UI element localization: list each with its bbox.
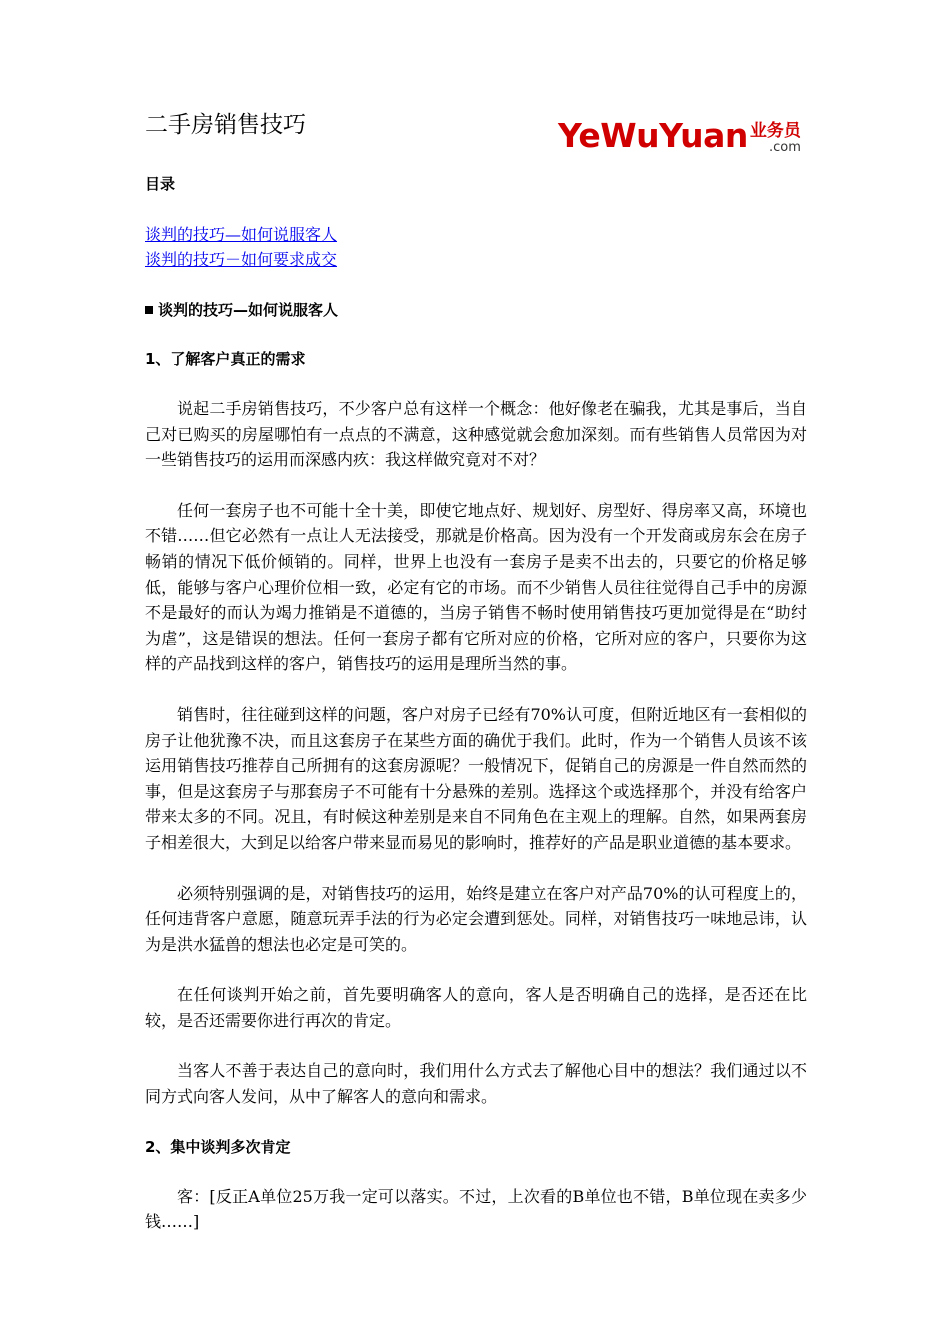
paragraph: 任何一套房子也不可能十全十美，即使它地点好、规划好、房型好、得房率又高，环境也不错……但它必然有一点让人无法接受，那就是价格高。因为没有一个开发商或房东会在房子畅销的情况下低价倾销的。同样，世界上也没有一套房子是卖不出去的，只要它的价格足够低，能够与客户心理价位相一致，必定有它的市场。而不少销售人员往往觉得自己手中的房源不是最好的而认为竭力推销是不道德的，当房子销售不畅时使用销售技巧更加觉得是在“助纣为虐”，这是错误的想法。任何一套房子都有它所对应的价格，它所对应的客户，只要你为这样的产品找到这样的客户，销售技巧的运用是理所当然的事。 — [145, 500, 807, 674]
subheading-1: 1、了解客户真正的需求 — [145, 350, 306, 368]
paragraph: 必须特别强调的是，对销售技巧的运用，始终是建立在客户对产品70%的认可程度上的，任何违背客户意愿，随意玩弄手法的行为必定会遭到惩处。同样，对销售技巧一味地忌讳，认为是洪水猛兽的想法也必定是可笑的。 — [145, 883, 807, 954]
section-heading — [145, 298, 807, 322]
table-of-contents — [145, 222, 807, 272]
logo-word-b: Yuan — [659, 116, 748, 155]
toc-heading: 目录 — [145, 175, 176, 193]
paragraph: 在任何谈判开始之前，首先要明确客人的意向，客人是否明确自己的选择，是否还在比较，是否还需要你进行再次的肯定。 — [145, 985, 807, 1030]
subheading-2: 2、集中谈判多次肯定 — [145, 1137, 291, 1156]
logo-side — [750, 116, 801, 154]
toc-link-persuade[interactable]: 谈判的技巧—如何说服客人 — [145, 225, 338, 244]
toc-link-close-deal[interactable]: 谈判的技巧－如何要求成交 — [145, 250, 338, 269]
logo-cn: 业务员 — [749, 121, 801, 141]
paragraph: 说起二手房销售技巧，不少客户总有这样一个概念：他好像老在骗我，尤其是事后，当自己对已购买的房屋哪怕有一点点的不满意，这种感觉就会愈加深刻。而有些销售人员常因为对一些销售技巧的运用而深感内疚：我这样做究竟对不对？ — [145, 399, 807, 470]
paragraph: 当客人不善于表达自己的意向时，我们用什么方式去了解他心目中的想法？我们通过以不同方式向客人发问，从中了解客人的意向和需求。 — [145, 1061, 807, 1107]
document-body — [145, 172, 807, 1235]
logo-word-a: YeWu — [558, 116, 660, 155]
logo-domain: .com — [769, 140, 801, 155]
section-heading-text: 谈判的技巧—如何说服客人 — [158, 301, 339, 319]
bullet-square-icon — [145, 306, 153, 314]
page-title: 二手房销售技巧 — [145, 112, 306, 138]
yewuyuan-logo — [558, 116, 801, 160]
paragraph: 客：[反正A单位25万我一定可以落实。不过，上次看的B单位也不错，B单位现在卖多少钱……] — [145, 1186, 807, 1232]
logo-wordmark — [558, 116, 748, 156]
paragraph: 销售时，往往碰到这样的问题，客户对房子已经有70%认可度，但附近地区有一套相似的房子让他犹豫不决，而且这套房子在某些方面的确优于我们。此时，作为一个销售人员该不该运用销售技巧推荐自己所拥有的这套房源呢？一般情况下，促销自己的房源是一件自然而然的事，但是这套房子与那套房子不可能有十分悬殊的差别。选择这个或选择那个，并没有给客户带来太多的不同。况且，有时候这种差别是来自不同角色在主观上的理解。自然，如果两套房子相差很大，大到足以给客户带来显而易见的影响时，推荐好的产品是职业道德的基本要求。 — [145, 704, 807, 852]
